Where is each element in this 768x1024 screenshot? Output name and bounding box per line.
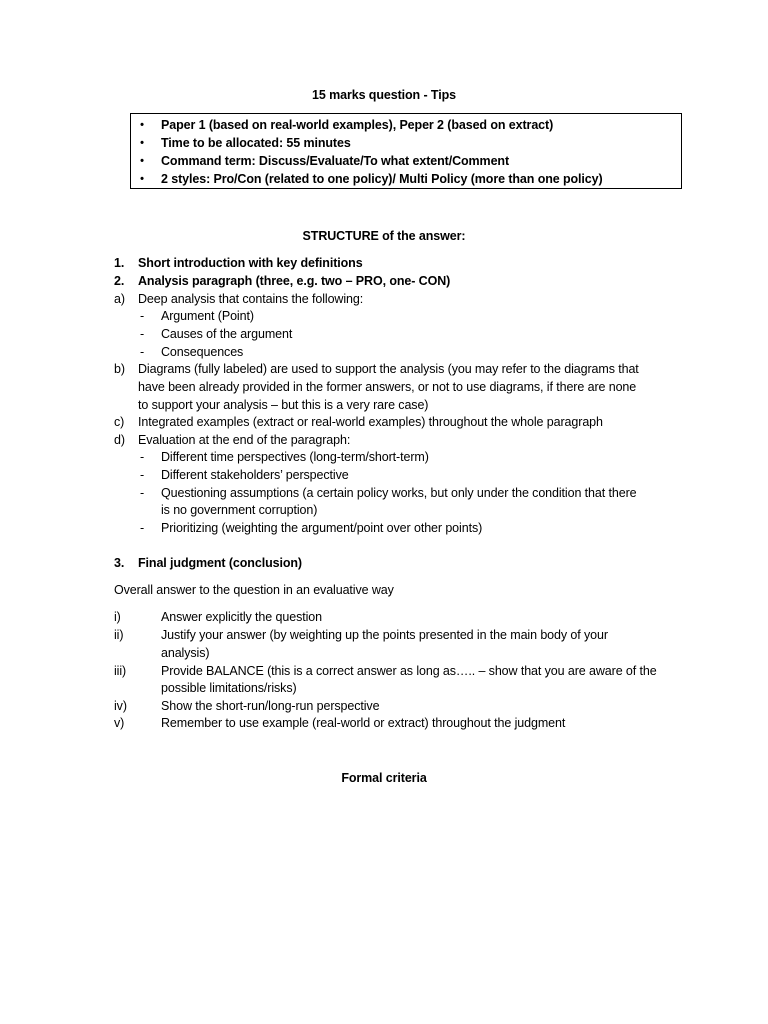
sub-item-continued: is no government corruption) (161, 503, 318, 517)
sub-item: Questioning assumptions (a certain policy works, but only under the condition that there (161, 486, 637, 500)
list-marker: 3. (114, 556, 125, 570)
tip-text: Command term: Discuss/Evaluate/To what extent/Comment (161, 154, 510, 168)
list-item: Evaluation at the end of the paragraph: (138, 433, 351, 447)
sub-item: Consequences (161, 345, 244, 359)
list-item: Short introduction with key definitions (138, 256, 363, 270)
list-marker: b) (114, 362, 125, 376)
list-item: Analysis paragraph (three, e.g. two – PRO, one- CON) (138, 274, 451, 288)
tip-text: Time to be allocated: 55 minutes (161, 136, 351, 150)
dash-marker: - (140, 345, 145, 359)
dash-marker: - (140, 486, 145, 500)
list-marker: d) (114, 433, 125, 447)
roman-item: Remember to use example (real-world or extract) throughout the judgment (161, 716, 566, 730)
page-title: 15 marks question - Tips (312, 88, 456, 102)
dash-marker: - (140, 327, 145, 341)
roman-marker: i) (114, 610, 121, 624)
sub-item: Different stakeholders’ perspective (161, 468, 349, 482)
sub-item: Prioritizing (weighting the argument/point over other points) (161, 521, 483, 535)
list-marker: a) (114, 292, 125, 306)
roman-marker: v) (114, 716, 125, 730)
tip-text: Paper 1 (based on real-world examples), Peper 2 (based on extract) (161, 118, 554, 132)
list-item: Integrated examples (extract or real-world examples) throughout the whole paragraph (138, 415, 603, 429)
roman-item: Show the short-run/long-run perspective (161, 699, 380, 713)
dash-marker: - (140, 309, 145, 323)
bullet-icon: • (140, 155, 144, 167)
formal-criteria-heading: Formal criteria (341, 771, 427, 785)
sub-item: Argument (Point) (161, 309, 254, 323)
tips-box (130, 113, 682, 189)
roman-marker: iii) (114, 664, 127, 678)
list-marker: 1. (114, 256, 125, 270)
roman-marker: iv) (114, 699, 127, 713)
list-item: Diagrams (fully labeled) are used to support the analysis (you may refer to the diagrams that (138, 362, 639, 376)
list-marker: 2. (114, 274, 125, 288)
roman-item: Answer explicitly the question (161, 610, 322, 624)
bullet-icon: • (140, 173, 144, 185)
list-item: Deep analysis that contains the following: (138, 292, 364, 306)
list-marker: c) (114, 415, 125, 429)
dash-marker: - (140, 468, 145, 482)
list-item-continued: to support your analysis – but this is a very rare case) (138, 398, 429, 412)
structure-heading: STRUCTURE of the answer: (302, 229, 466, 243)
sub-item: Different time perspectives (long-term/short-term) (161, 450, 429, 464)
bullet-icon: • (140, 137, 144, 149)
dash-marker: - (140, 450, 145, 464)
dash-marker: - (140, 521, 145, 535)
bullet-icon: • (140, 119, 144, 131)
roman-item-continued: analysis) (161, 646, 210, 660)
roman-item: Justify your answer (by weighting up the points presented in the main body of your (161, 628, 608, 642)
final-heading: Final judgment (conclusion) (138, 556, 302, 570)
roman-item: Provide BALANCE (this is a correct answer as long as….. – show that you are aware of the (161, 664, 657, 678)
roman-item-continued: possible limitations/risks) (161, 681, 297, 695)
tip-text: 2 styles: Pro/Con (related to one policy)/ Multi Policy (more than one policy) (161, 172, 603, 186)
final-intro: Overall answer to the question in an evaluative way (114, 583, 394, 597)
roman-marker: ii) (114, 628, 124, 642)
sub-item: Causes of the argument (161, 327, 293, 341)
list-item-continued: have been already provided in the former answers, or not to use diagrams, if there are none (138, 380, 637, 394)
